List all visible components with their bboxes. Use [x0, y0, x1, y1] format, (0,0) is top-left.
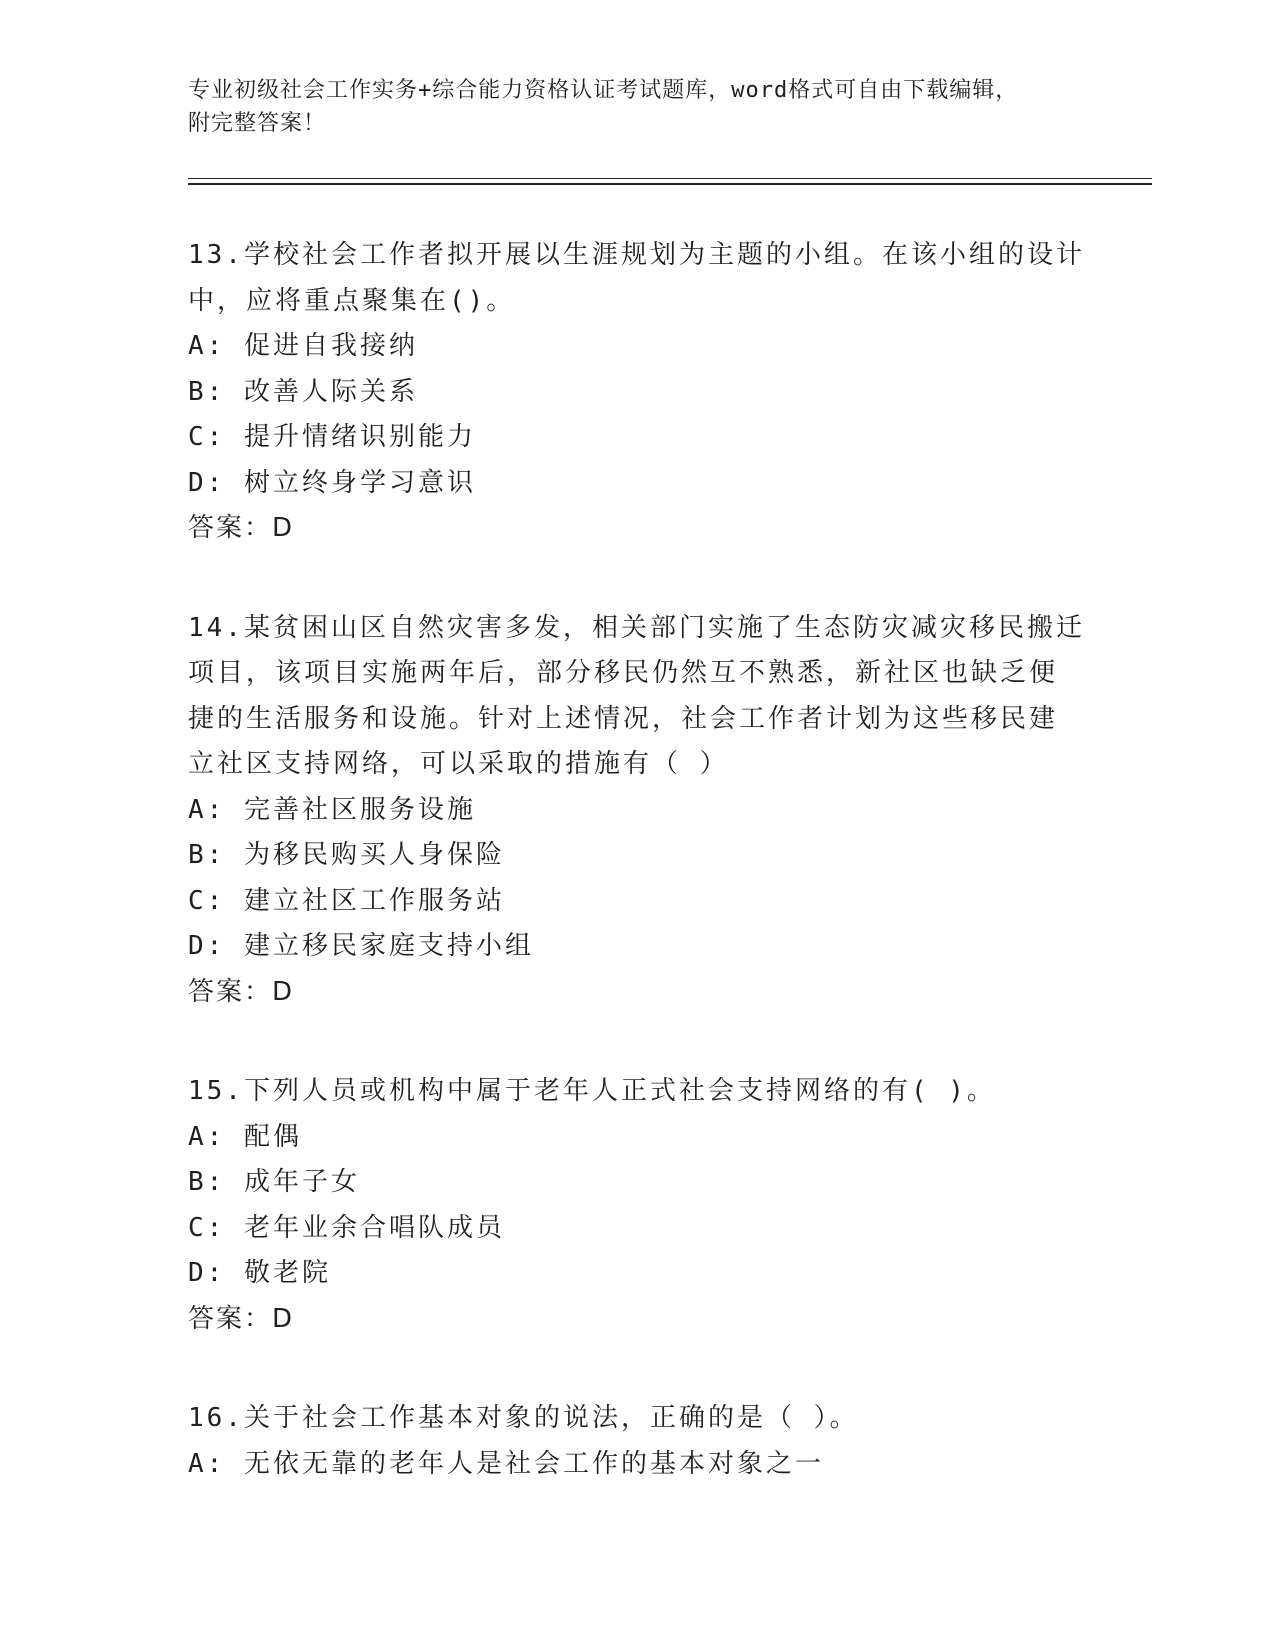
option-d: D: 敬老院	[188, 1258, 331, 1288]
document-header	[188, 74, 1088, 140]
option-a: A: 配偶	[188, 1121, 302, 1152]
question-text-line: 立社区支持网络，可以采取的措施有（ ）	[188, 749, 729, 779]
question-text-line: 14.某贫困山区自然灾害多发，相关部门实施了生态防灾减灾移民搬迁	[188, 612, 1085, 643]
option-b: B: 为移民购买人身保险	[188, 840, 505, 870]
option-d: D: 建立移民家庭支持小组	[188, 931, 534, 961]
option-a: A: 无依无靠的老年人是社会工作的基本对象之一	[188, 1448, 824, 1479]
header-divider-thick	[188, 183, 1152, 185]
question-16	[188, 1396, 1088, 1487]
question-text-line: 16.关于社会工作基本对象的说法，正确的是（ ）。	[188, 1403, 859, 1433]
question-13	[188, 233, 1088, 552]
option-c: C: 建立社区工作服务站	[188, 885, 505, 916]
question-15	[188, 1069, 1088, 1342]
question-text-line: 15.下列人员或机构中属于老年人正式社会支持网络的有( )。	[188, 1076, 996, 1106]
answer-label: 答案：D	[188, 1303, 295, 1334]
header-divider-thin	[188, 178, 1152, 179]
question-text-line: 捷的生活服务和设施。针对上述情况，社会工作者计划为这些移民建	[188, 703, 1059, 734]
answer-label: 答案：D	[188, 976, 295, 1007]
question-text-line: 13.学校社会工作者拟开展以生涯规划为主题的小组。在该小组的设计	[188, 240, 1085, 270]
option-a: A: 促进自我接纳	[188, 331, 418, 361]
question-14	[188, 606, 1088, 1016]
option-b: B: 成年子女	[188, 1167, 360, 1197]
header-line-1: 专业初级社会工作实务+综合能力资格认证考试题库，word格式可自由下载编辑，	[188, 78, 1019, 103]
option-b: B: 改善人际关系	[188, 376, 418, 407]
option-d: D: 树立终身学习意识	[188, 467, 476, 498]
option-c: C: 老年业余合唱队成员	[188, 1212, 505, 1243]
question-text-line: 项目，该项目实施两年后，部分移民仍然互不熟悉，新社区也缺乏便	[188, 658, 1059, 688]
question-list	[188, 233, 1088, 1541]
option-c: C: 提升情绪识别能力	[188, 422, 476, 452]
question-text-line: 中，应将重点聚集在()。	[188, 285, 516, 316]
header-line-2: 附完整答案！	[188, 111, 327, 136]
answer-label: 答案：D	[188, 513, 295, 543]
option-a: A: 完善社区服务设施	[188, 794, 476, 825]
